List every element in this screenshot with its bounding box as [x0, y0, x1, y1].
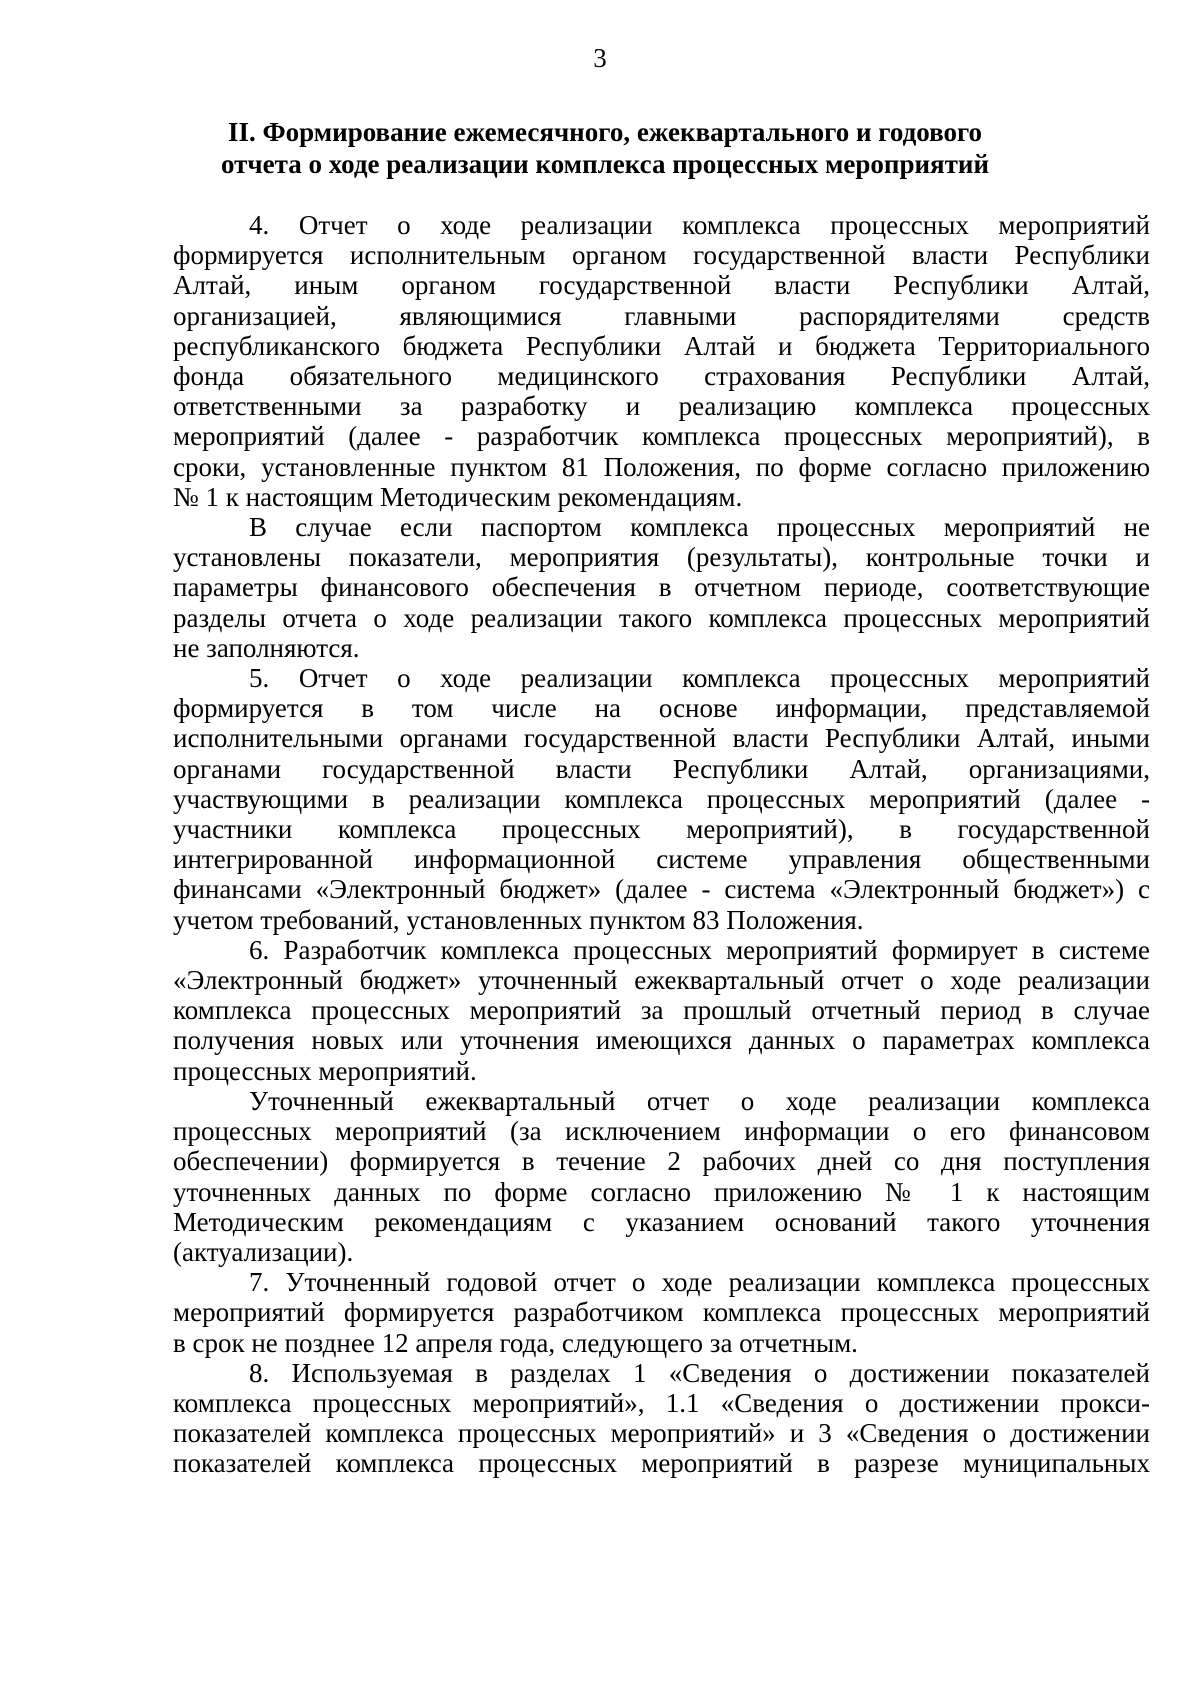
text-line: параметры финансового обеспечения в отчетном периоде, соответствующие — [173, 572, 1150, 603]
text-line: финансами «Электронный бюджет» (далее - система «Электронный бюджет») с — [173, 874, 1150, 905]
text-line: участники комплекса процессных мероприятий), в государственной — [173, 814, 1150, 845]
text-line: фонда обязательного медицинского страхования Республики Алтай, — [173, 361, 1150, 392]
text-line: организацией, являющимися главными распорядителями средств — [173, 300, 1150, 331]
text-line: Алтай, иным органом государственной власти Республики Алтай, — [173, 270, 1150, 301]
text-line: Методическим рекомендациям с указанием оснований такого уточнения — [173, 1206, 1150, 1237]
text-line: «Электронный бюджет» уточненный ежеквартальный отчет о ходе реализации — [173, 965, 1150, 996]
text-line: ответственными за разработку и реализацию комплекса процессных — [173, 391, 1150, 422]
text-line: органами государственной власти Республики Алтай, организациями, — [173, 753, 1150, 784]
document-body — [173, 210, 1150, 1479]
text-line: Уточненный ежеквартальный отчет о ходе реализации комплекса — [249, 1085, 1150, 1116]
text-line: сроки, установленные пунктом 81 Положения, по форме согласно приложению — [173, 451, 1150, 482]
paragraph-6-continued — [173, 1086, 1150, 1267]
text-line: участвующими в реализации комплекса процессных мероприятий (далее - — [173, 783, 1150, 814]
text-line: 8. Используемая в разделах 1 «Сведения о достижении показателей — [249, 1357, 1150, 1388]
paragraph-6 — [173, 935, 1150, 1086]
text-line: интегрированной информационной системе управления общественными — [173, 844, 1150, 875]
page-number: 3 — [593, 43, 607, 73]
text-line: 6. Разработчик комплекса процессных мероприятий формирует в системе — [249, 934, 1150, 965]
text-line: не заполняются. — [173, 632, 360, 663]
text-line: В случае если паспортом комплекса процессных мероприятий не — [249, 512, 1150, 543]
text-line: № 1 к настоящим Методическим рекомендациям. — [173, 481, 743, 512]
text-line: получения новых или уточнения имеющихся данных о параметрах комплекса — [173, 1025, 1150, 1056]
text-line: мероприятий (далее - разработчик комплекса процессных мероприятий), в — [173, 421, 1150, 452]
section-title-line-2: отчета о ходе реализации комплекса процессных мероприятий — [220, 149, 990, 179]
paragraph-5 — [173, 663, 1150, 935]
text-line: показателей комплекса процессных мероприятий» и 3 «Сведения о достижении — [173, 1418, 1150, 1449]
section-title — [160, 116, 1050, 180]
text-line: показателей комплекса процессных мероприятий в разрезе муниципальных — [173, 1448, 1150, 1479]
paragraph-4-continued — [173, 512, 1150, 663]
text-line: в срок не позднее 12 апреля года, следующего за отчетным. — [173, 1327, 858, 1358]
text-line: комплекса процессных мероприятий за прошлый отчетный период в случае — [173, 995, 1150, 1026]
text-line: разделы отчета о ходе реализации такого комплекса процессных мероприятий — [173, 602, 1150, 633]
text-line: процессных мероприятий. — [173, 1055, 477, 1086]
text-line: формируется исполнительным органом государственной власти Республики — [173, 240, 1150, 271]
paragraph-4 — [173, 210, 1150, 512]
section-title-line-1: II. Формирование ежемесячного, ежеквартального и годового — [227, 117, 983, 147]
text-line: обеспечении) формируется в течение 2 рабочих дней со дня поступления — [173, 1146, 1150, 1177]
paragraph-8 — [173, 1358, 1150, 1479]
text-line: (актуализации). — [173, 1236, 354, 1267]
text-line: процессных мероприятий (за исключением информации о его финансовом — [173, 1116, 1150, 1147]
text-line: исполнительными органами государственной власти Республики Алтай, иными — [173, 723, 1150, 754]
text-line: 7. Уточненный годовой отчет о ходе реализации комплекса процессных — [249, 1267, 1150, 1298]
text-line: комплекса процессных мероприятий», 1.1 «Сведения о достижении прокси- — [173, 1387, 1150, 1418]
text-line: мероприятий формируется разработчиком комплекса процессных мероприятий — [173, 1297, 1150, 1328]
text-line: 5. Отчет о ходе реализации комплекса процессных мероприятий — [249, 663, 1150, 694]
text-line: республиканского бюджета Республики Алтай и бюджета Территориального — [173, 330, 1150, 361]
text-line: 4. Отчет о ходе реализации комплекса процессных мероприятий — [249, 210, 1150, 240]
text-line: уточненных данных по форме согласно приложению № 1 к настоящим — [173, 1176, 1150, 1207]
text-line: учетом требований, установленных пунктом 83 Положения. — [173, 904, 864, 935]
paragraph-7 — [173, 1267, 1150, 1358]
text-line: формируется в том числе на основе информации, представляемой — [173, 693, 1150, 724]
text-line: установлены показатели, мероприятия (результаты), контрольные точки и — [173, 542, 1150, 573]
